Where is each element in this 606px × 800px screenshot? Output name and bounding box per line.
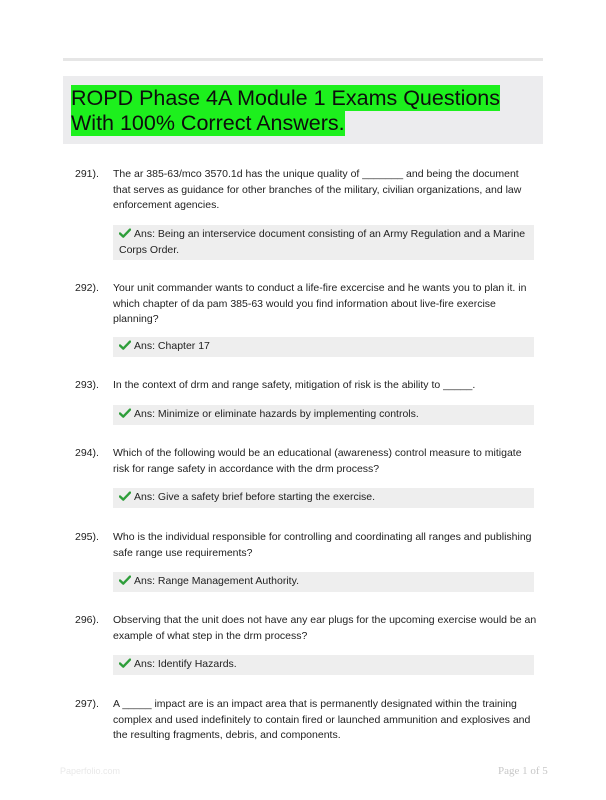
- answer-box: [113, 337, 534, 357]
- answer-box: [113, 405, 534, 425]
- page-number: Page 1 of 5: [498, 765, 548, 777]
- check-icon: [119, 491, 131, 501]
- question-text: Who is the individual responsible for controlling and coordinating all ranges and publishing safe range use requirements?: [113, 531, 532, 559]
- question-number: 295).: [75, 531, 99, 543]
- question-number: 296).: [75, 614, 99, 626]
- check-icon: [119, 408, 131, 418]
- question-text: In the context of drm and range safety, mitigation of risk is the ability to _____.: [113, 379, 476, 391]
- question-text: Which of the following would be an educational (awareness) control measure to mitigate risk for range safety in accordance with the drm process?: [113, 447, 522, 475]
- answer-text: Ans: Give a safety brief before starting the exercise.: [134, 491, 376, 503]
- check-icon: [119, 228, 131, 238]
- check-icon: [119, 575, 131, 585]
- check-icon: [119, 658, 131, 668]
- question-text: A _____ impact are is an impact area that is permanently designated within the training complex and used indefinitely to contain fired or launched ammunition and explosives and the resulting fragments, debris, and components.: [113, 698, 531, 741]
- answer-box: [113, 488, 534, 508]
- question-number: 297).: [75, 698, 99, 710]
- answer-box: [113, 225, 534, 260]
- answer-text: Ans: Minimize or eliminate hazards by implementing controls.: [134, 408, 419, 420]
- question-number: 292).: [75, 282, 99, 294]
- check-icon: [119, 340, 131, 350]
- question-text: Your unit commander wants to conduct a life-fire excercise and he wants you to plan it. in which chapter of da pam 385-63 would you find information about live-fire exercise planning?: [113, 282, 527, 325]
- answer-text: Ans: Chapter 17: [134, 340, 210, 352]
- question-text: The ar 385-63/mco 3570.1d has the unique quality of _______ and being the document that serves as guidance for other branches of the military, civilian organizations, and law enforcement agencies.: [113, 168, 522, 211]
- question-number: 293).: [75, 379, 99, 391]
- footer-watermark: Paperfolio.com: [60, 766, 121, 776]
- answer-box: [113, 572, 534, 592]
- question-number: 294).: [75, 447, 99, 459]
- answer-box: [113, 655, 534, 675]
- question-text: Observing that the unit does not have any ear plugs for the upcoming exercise would be an example of what step in the drm process?: [113, 614, 537, 642]
- answer-text: Ans: Being an interservice document consisting of an Army Regulation and a Marine Corps Order.: [119, 228, 526, 256]
- question-number: 291).: [75, 168, 99, 180]
- page-title-text: ROPD Phase 4A Module 1 Exams Questions With 100% Correct Answers.: [71, 86, 501, 135]
- answer-text: Ans: Identify Hazards.: [134, 658, 237, 670]
- answer-text: Ans: Range Management Authority.: [134, 575, 299, 587]
